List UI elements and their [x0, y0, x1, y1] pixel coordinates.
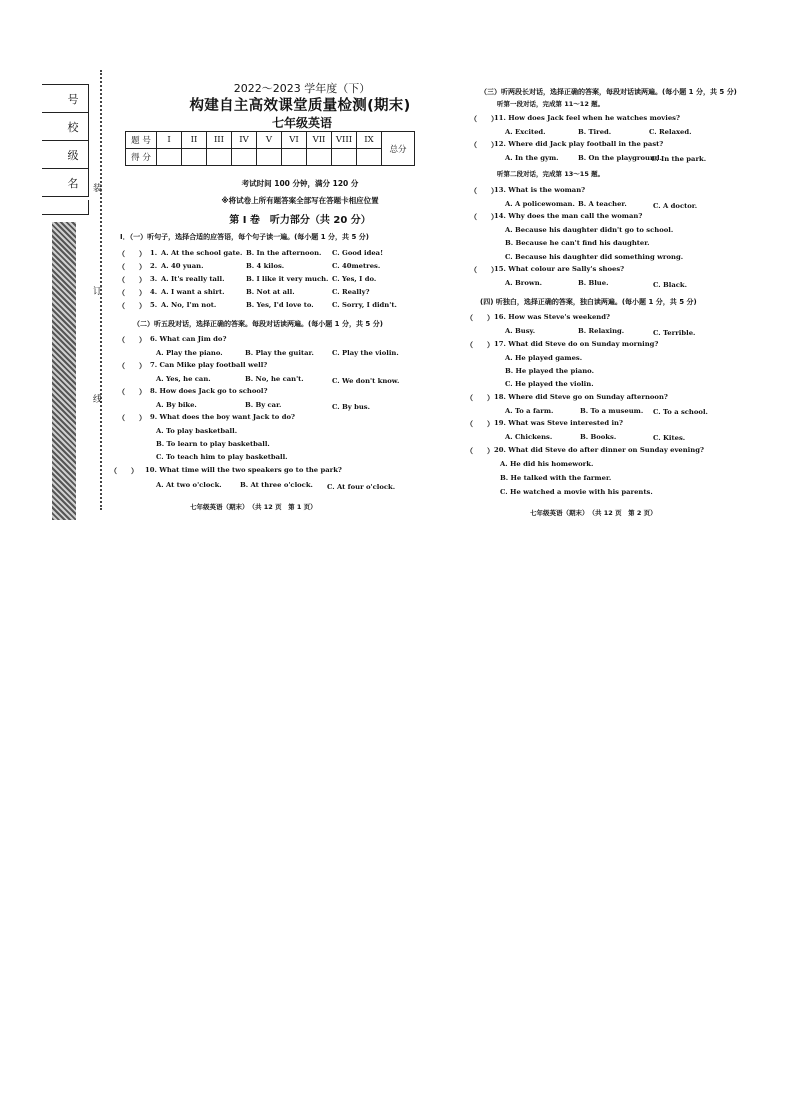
answer-paren: （ ）: [466, 340, 494, 349]
q18-option-c: C. To a school.: [653, 408, 708, 416]
q4-option-c: C. Really?: [332, 288, 370, 296]
info-cell-number: 号: [42, 85, 88, 113]
answer-sheet-note: ※将试卷上所有题答案全部写在答题卡相应位置: [221, 196, 379, 205]
q17-option-b: B. He played the piano.: [505, 367, 594, 375]
answer-paren: （ ）: [118, 335, 146, 344]
answer-paren: （ ）: [470, 114, 498, 123]
score-table-header-label: 题 号: [126, 132, 157, 149]
q17-option-c: C. He played the violin.: [505, 380, 594, 388]
page1-footer: 七年级英语（期末） （共 12 页 第 1 页）: [190, 503, 317, 511]
q3-option-a: A. It's really tall.: [161, 275, 225, 283]
score-total-label: 总分: [382, 132, 415, 166]
page2-footer: 七年级英语（期末） （共 12 页 第 2 页）: [530, 509, 657, 517]
part3-note-1: 听第一段对话，完成第 11～12 题。: [497, 100, 605, 108]
school-year: 2022～2023 学年度（下）: [233, 82, 371, 95]
student-info-box: [42, 84, 89, 197]
score-cell: [282, 149, 307, 166]
answer-paren: （ ）: [466, 313, 494, 322]
answer-paren: （ ）: [466, 446, 494, 455]
q11-option-a: A. Excited.: [505, 128, 546, 136]
q10-option-c: C. At four o'clock.: [327, 483, 396, 491]
answer-paren: （ ）: [470, 186, 498, 195]
score-col-2: II: [182, 132, 207, 149]
q7-option-c: C. We don't know.: [332, 377, 400, 385]
q3-option-b: B. I like it very much.: [246, 275, 329, 283]
q4-num: 4.: [150, 288, 158, 296]
q15-option-c: C. Black.: [653, 281, 687, 289]
q12-option-c: C. In the park.: [651, 155, 707, 163]
answer-paren: （ ）: [118, 275, 146, 284]
score-col-6: VI: [282, 132, 307, 149]
part3-note-2: 听第二段对话，完成第 13～15 题。: [497, 170, 605, 178]
answer-paren: （ ）: [466, 393, 494, 402]
q14-question: 14. Why does the man call the woman?: [494, 212, 643, 220]
part4-instructions: (四) 听独白，选择正确的答案，独白读两遍。(每小题 1 分，共 5 分): [480, 298, 697, 306]
q19-option-c: C. Kites.: [653, 434, 686, 442]
q10-question: 10. What time will the two speakers go to the park?: [145, 466, 342, 474]
q20-option-b: B. He talked with the farmer.: [500, 474, 612, 482]
q13-option-c: C. A doctor.: [653, 202, 698, 210]
q3-num: 3.: [150, 275, 158, 283]
q9-option-a: A. To play basketball.: [156, 427, 238, 435]
q12-question: 12. Where did Jack play football in the past?: [494, 140, 664, 148]
q15-option-a: A. Brown.: [505, 279, 543, 287]
q16-option-b: B. Relaxing.: [578, 327, 625, 335]
score-col-4: IV: [232, 132, 257, 149]
info-cell-name: 名: [67, 176, 79, 190]
q7-question: 7. Can Mike play football well?: [150, 361, 268, 369]
q7-option-b: B. No, he can't.: [245, 375, 304, 383]
part3-instructions: （三）听两段长对话，选择正确的答案，每段对话读两遍。(每小题 1 分，共 5 分): [480, 88, 737, 96]
answer-paren: （ ）: [466, 419, 494, 428]
q5-option-a: A. No, I'm not.: [161, 301, 217, 309]
answer-paren: （ ）: [470, 212, 498, 221]
score-cell: [207, 149, 232, 166]
answer-paren: （ ）: [118, 413, 146, 422]
q6-question: 6. What can Jim do?: [150, 335, 227, 343]
q1-option-b: B. In the afternoon.: [246, 249, 322, 257]
q7-option-a: A. Yes, he can.: [156, 375, 211, 383]
q9-option-b: B. To learn to play basketball.: [156, 440, 270, 448]
q17-question: 17. What did Steve do on Sunday morning?: [494, 340, 659, 348]
info-box-lower: [42, 200, 89, 215]
q18-option-a: A. To a farm.: [505, 407, 554, 415]
answer-paren: （ ）: [118, 361, 146, 370]
q5-option-b: B. Yes, I'd love to.: [246, 301, 314, 309]
exam-time-info: 考试时间 100 分钟，满分 120 分: [241, 179, 359, 188]
score-col-8: VIII: [332, 132, 357, 149]
q14-option-c: C. Because his daughter did something wrong.: [505, 253, 684, 261]
q11-question: 11. How does Jack feel when he watches movies?: [494, 114, 680, 122]
q11-option-b: B. Tired.: [578, 128, 612, 136]
q3-option-c: C. Yes, I do.: [332, 275, 377, 283]
answer-paren: （ ）: [118, 288, 146, 297]
info-cell-school: 校: [42, 113, 88, 141]
binding-char-xian: 线: [93, 395, 103, 405]
q9-question: 9. What does the boy want Jack to do?: [150, 413, 295, 421]
q8-question: 8. How does Jack go to school?: [150, 387, 268, 395]
q20-option-a: A. He did his homework.: [500, 460, 594, 468]
q2-option-c: C. 40metres.: [332, 262, 381, 270]
q17-option-a: A. He played games.: [505, 354, 583, 362]
score-col-1: I: [157, 132, 182, 149]
q9-option-c: C. To teach him to play basketball.: [156, 453, 288, 461]
q13-option-b: B. A teacher.: [578, 200, 627, 208]
q14-option-b: B. Because he can't find his daughter.: [505, 239, 650, 247]
q5-option-c: C. Sorry, I didn't.: [332, 301, 397, 309]
q19-option-a: A. Chickens.: [505, 433, 553, 441]
listening-section-title: 第 I 卷 听力部分（共 20 分）: [229, 215, 371, 226]
score-col-7: VII: [307, 132, 332, 149]
q8-option-c: C. By bus.: [332, 403, 370, 411]
q1-option-a: A. At the school gate.: [161, 249, 243, 257]
info-cell-class: 级: [42, 141, 88, 169]
q20-question: 20. What did Steve do after dinner on Sunday evening?: [494, 446, 704, 454]
q2-option-b: B. 4 kilos.: [246, 262, 285, 270]
score-table: [125, 131, 415, 166]
q13-question: 13. What is the woman?: [494, 186, 586, 194]
answer-paren: （ ）: [118, 301, 146, 310]
q19-option-b: B. Books.: [580, 433, 617, 441]
q18-question: 18. Where did Steve go on Sunday afternoon?: [494, 393, 668, 401]
score-cell: [357, 149, 382, 166]
q8-option-b: B. By car.: [245, 401, 282, 409]
score-cell: [232, 149, 257, 166]
q1-num: 1.: [150, 249, 158, 257]
part1-instructions: I．（一）听句子，选择合适的应答语，每个句子读一遍。(每小题 1 分，共 5 分): [120, 233, 369, 241]
q2-num: 2.: [150, 262, 158, 270]
exam-title: 构建自主高效课堂质量检测(期末): [189, 98, 411, 114]
score-cell: [307, 149, 332, 166]
q5-num: 5.: [150, 301, 158, 309]
q15-option-b: B. Blue.: [578, 279, 609, 287]
q10-option-b: B. At three o'clock.: [240, 481, 313, 489]
q4-option-a: A. I want a shirt.: [161, 288, 225, 296]
q6-option-c: C. Play the violin.: [332, 349, 399, 357]
q15-question: 15. What colour are Sally's shoes?: [494, 265, 625, 273]
q6-option-b: B. Play the guitar.: [245, 349, 314, 357]
answer-paren: （ ）: [118, 387, 146, 396]
q6-option-a: A. Play the piano.: [156, 349, 223, 357]
score-cell: [332, 149, 357, 166]
part2-instructions: （二）听五段对话，选择正确的答案。每段对话读两遍。(每小题 1 分，共 5 分): [133, 320, 383, 328]
answer-paren: （ ）: [470, 140, 498, 149]
binding-char-ding: 订: [93, 287, 103, 297]
answer-paren: （ ）: [118, 262, 146, 271]
q13-option-a: A. A policewoman.: [505, 200, 575, 208]
q1-option-c: C. Good idea!: [332, 249, 384, 257]
score-col-5: V: [257, 132, 282, 149]
q4-option-b: B. Not at all.: [246, 288, 295, 296]
answer-paren: （ ）: [118, 249, 146, 258]
q12-option-a: A. In the gym.: [505, 154, 559, 162]
q20-option-c: C. He watched a movie with his parents.: [500, 488, 653, 496]
q11-option-c: C. Relaxed.: [649, 128, 692, 136]
answer-paren: （ ）: [110, 466, 138, 475]
hatched-binding-strip: [52, 222, 76, 520]
q8-option-a: A. By bike.: [156, 401, 197, 409]
q16-option-c: C. Terrible.: [653, 329, 696, 337]
q18-option-b: B. To a museum.: [580, 407, 644, 415]
q16-option-a: A. Busy.: [505, 327, 536, 335]
score-cell: [182, 149, 207, 166]
score-cell: [157, 149, 182, 166]
q16-question: 16. How was Steve's weekend?: [494, 313, 610, 321]
q14-option-a: A. Because his daughter didn't go to school.: [505, 226, 674, 234]
q12-option-b: B. On the playground.: [578, 154, 663, 162]
answer-paren: （ ）: [470, 265, 498, 274]
score-table-score-label: 得 分: [126, 149, 157, 166]
score-col-3: III: [207, 132, 232, 149]
exam-subtitle: 七年级英语: [271, 116, 332, 130]
binding-char-zhuang: 装: [93, 184, 103, 194]
q10-option-a: A. At two o'clock.: [156, 481, 222, 489]
q19-question: 19. What was Steve interested in?: [494, 419, 623, 427]
score-col-9: IX: [357, 132, 382, 149]
score-cell: [257, 149, 282, 166]
q2-option-a: A. 40 yuan.: [161, 262, 204, 270]
